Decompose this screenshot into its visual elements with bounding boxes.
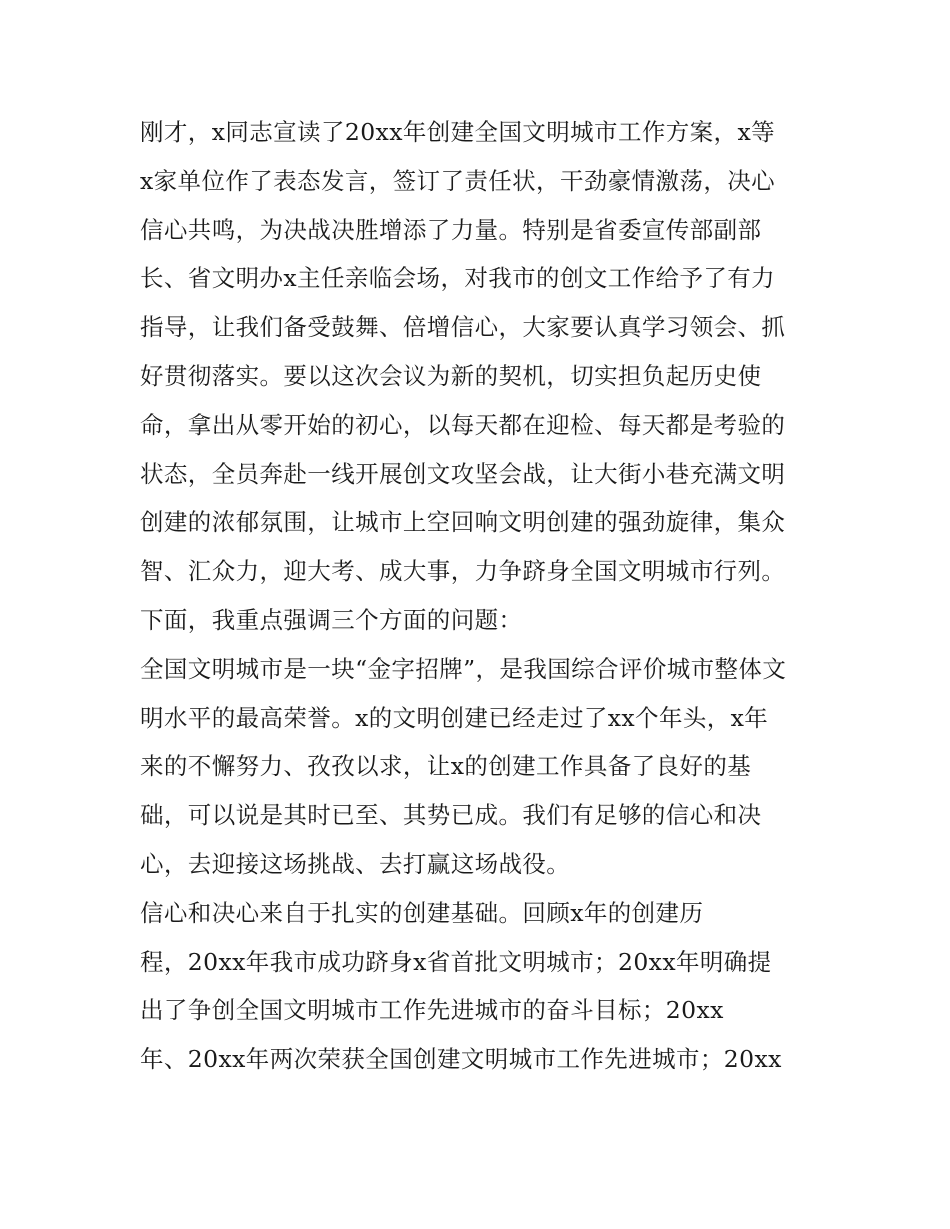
text-line: 命，拿出从零开始的初心，以每天都在迎检、每天都是考验的 [140,410,786,439]
text-line: 好贯彻落实。要以这次会议为新的契机，切实担负起历史使 [140,361,762,390]
text-line: 出了争创全国文明城市工作先进城市的奋斗目标；20xx [140,996,724,1025]
text-line: 全国文明城市是一块“金字招牌”，是我国综合评价城市整体文 [140,654,787,683]
text-line: 信心共鸣，为决战决胜增添了力量。特别是省委宣传部副部 [140,215,762,244]
document-body [140,108,830,1084]
text-line: 心，去迎接这场挑战、去打赢这场战役。 [140,849,571,878]
text-line: 刚才，x同志宣读了20xx年创建全国文明城市工作方案，x等 [140,118,776,146]
text-line: 年、20xx年两次荣获全国创建文明城市工作先进城市；20xx [140,1045,782,1074]
text-line: 下面，我重点强调三个方面的问题： [140,605,523,634]
text-line: 创建的浓郁氛围，让城市上空回响文明创建的强劲旋律，集众 [140,508,786,537]
text-line: 程，20xx年我市成功跻身x省首批文明城市；20xx年明确提 [140,947,772,976]
text-line: 智、汇众力，迎大考、成大事，力争跻身全国文明城市行列。 [140,557,786,586]
text-line: x家单位作了表态发言，签订了责任状，干劲豪情激荡，决心 [140,166,776,195]
text-line: 明水平的最高荣誉。x的文明创建已经走过了xx个年头，x年 [140,703,769,732]
text-line: 来的不懈努力、孜孜以求，让x的创建工作具备了良好的基 [140,752,752,781]
text-line: 状态，全员奔赴一线开展创文攻坚会战，让大街小巷充满文明 [140,459,786,488]
text-line: 指导，让我们备受鼓舞、倍增信心，大家要认真学习领会、抓 [140,313,786,342]
text-line: 础，可以说是其时已至、其势已成。我们有足够的信心和决 [140,801,762,830]
text-line: 长、省文明办x主任亲临会场，对我市的创文工作给予了有力 [140,264,776,293]
text-line: 信心和决心来自于扎实的创建基础。回顾x年的创建历 [140,898,704,927]
